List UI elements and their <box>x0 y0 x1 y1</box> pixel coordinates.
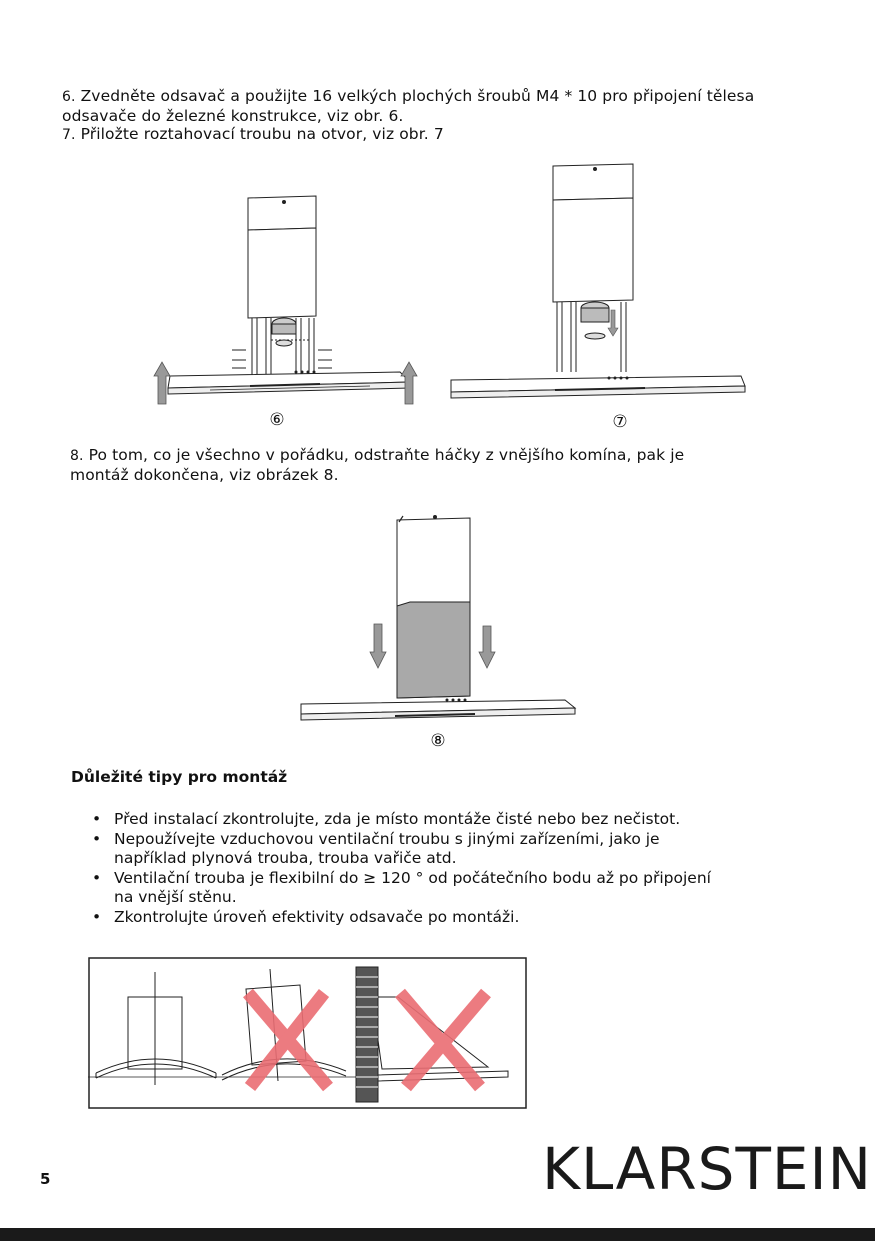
step-8-number: 8. <box>70 448 84 464</box>
figure-7-chimney-extension-illustration <box>445 160 750 405</box>
step-8-text <box>70 446 850 485</box>
tip-item-3 <box>88 869 788 908</box>
tip-3-line-1: • Ventilační trouba je flexibilní do ≥ 120 ° od počátečního bodu až po připojení <box>114 868 711 887</box>
brand-logo: KLARSTEIN <box>542 1135 873 1203</box>
footer-bar <box>0 1228 875 1241</box>
figure-7-label: ⑦ <box>612 412 628 432</box>
tip-1-line-1: • Před instalací zkontrolujte, zda je místo montáže čisté nebo bez nečistot. <box>114 810 681 828</box>
step-7-line: Přiložte roztahovací troubu na otvor, viz obr. 7 <box>80 125 444 143</box>
tip-item-2 <box>88 830 788 869</box>
tips-list <box>88 810 788 927</box>
step-8-line-1: Po tom, co je všechno v pořádku, odstraňte háčky z vnějšího komína, pak je <box>88 446 685 464</box>
step-7-text <box>62 125 842 145</box>
figure-6-hood-attach-illustration <box>150 190 420 408</box>
page-number: 5 <box>40 1170 51 1188</box>
tip-3-line-2: na vnější stěnu. <box>114 888 237 906</box>
step-6-line-1: Zvedněte odsavač a použijte 16 velkých plochých šroubů M4 * 10 pro připojení tělesa <box>80 87 755 105</box>
tip-2-line-1: • Nepoužívejte vzduchovou ventilační troubu s jinými zařízeními, jako je <box>114 829 660 848</box>
step-6-text <box>62 87 842 126</box>
figure-8-label: ⑧ <box>430 731 446 751</box>
tip-item-4 <box>88 908 788 928</box>
tip-4-line-1: • Zkontrolujte úroveň efektivity odsavače po montáži. <box>114 907 520 926</box>
step-6-number: 6. <box>62 89 76 105</box>
tips-heading: Důležité tipy pro montáž <box>71 768 288 786</box>
step-7-number: 7. <box>62 127 76 143</box>
step-8-line-2: montáž dokončena, viz obrázek 8. <box>70 466 339 484</box>
step-6-line-2: odsavače do železné konstrukce, viz obr. 6. <box>62 107 404 125</box>
figure-8-completed-hood-illustration <box>295 512 580 727</box>
figure-6-label: ⑥ <box>269 410 285 430</box>
installation-examples-figure <box>88 957 528 1110</box>
tip-item-1 <box>88 810 788 830</box>
brick-wall-icon <box>356 967 378 1102</box>
tip-2-line-2: například plynová trouba, trouba vařiče atd. <box>114 849 457 867</box>
